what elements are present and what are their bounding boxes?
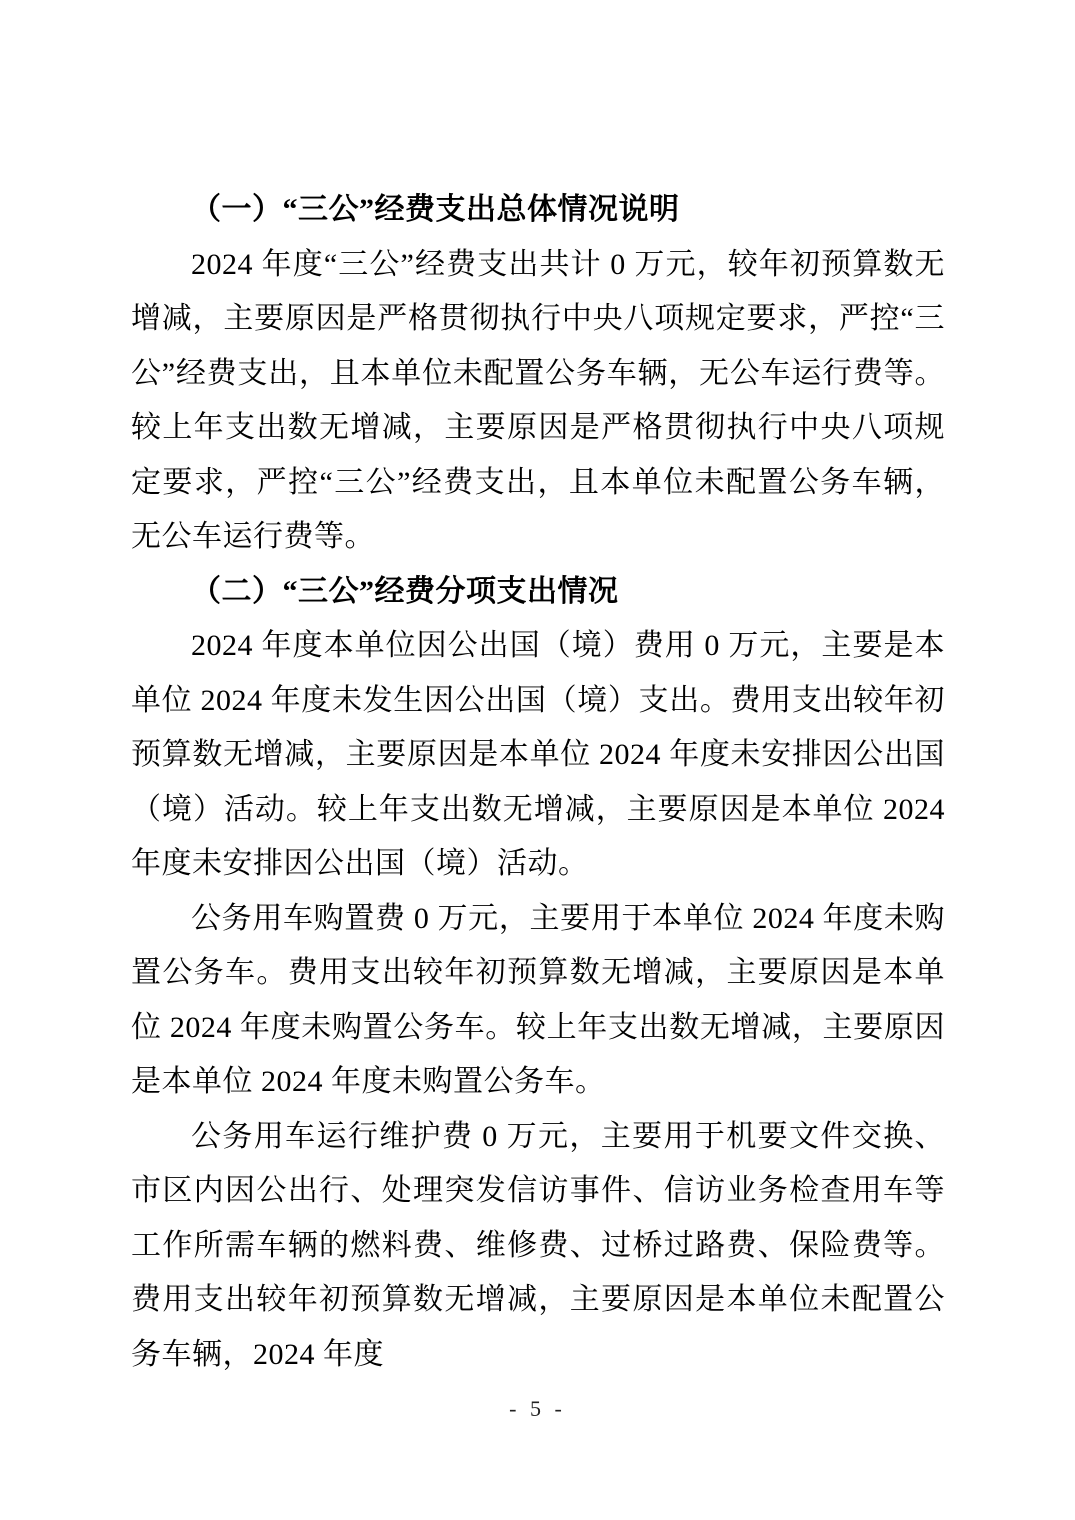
document-content [131,183,945,1382]
paragraph-overseas-travel: 2024 年度本单位因公出国（境）费用 0 万元，主要是本单位 2024 年度未发生因公出国（境）支出。费用支出较年初预算数无增减，主要原因是本单位 2024 年度未安排因公出国（境）活动。较上年支出数无增减，主要原因是本单位 2024 年度未安排因公出国（境）活动。 [131,629,945,880]
page-footer [0,1396,1075,1422]
page-number: - 5 - [509,1396,566,1421]
section-heading-overall-expenses: （一）“三公”经费支出总体情况说明 [191,193,680,226]
paragraph-overall-expenses: 2024 年度“三公”经费支出共计 0 万元，较年初预算数无增减，主要原因是严格贯彻执行中央八项规定要求，严控“三公”经费支出，且本单位未配置公务车辆，无公车运行费等。较上年支出数无增减，主要原因是严格贯彻执行中央八项规定要求，严控“三公”经费支出，且本单位未配置公务车辆，无公车运行费等。 [131,247,945,553]
section-heading-itemized-expenses: （二）“三公”经费分项支出情况 [191,574,619,608]
paragraph-vehicle-maintenance: 公务用车运行维护费 0 万元，主要用于机要文件交换、市区内因公出行、处理突发信访事件、信访业务检查用车等工作所需车辆的燃料费、维修费、过桥过路费、保险费等。费用支出较年初预算数无增减，主要原因是本单位未配置公务车辆，2024 年度 [131,1119,945,1371]
paragraph-vehicle-purchase: 公务用车购置费 0 万元，主要用于本单位 2024 年度未购置公务车。费用支出较年初预算数无增减，主要原因是本单位 2024 年度未购置公务车。较上年支出数无增减，主要原因是本单位 2024 年度未购置公务车。 [131,901,945,1098]
